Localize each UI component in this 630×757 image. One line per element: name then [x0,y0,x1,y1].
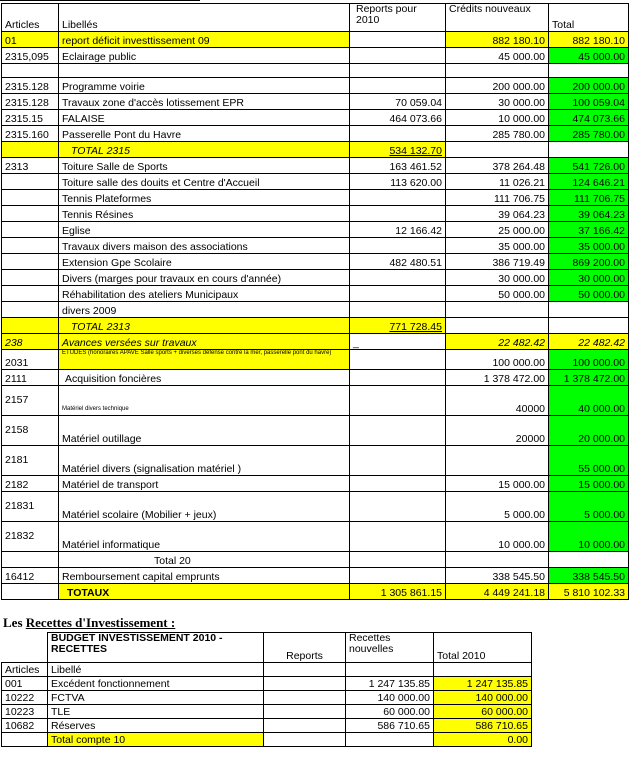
depenses-row [2,334,629,350]
cell-reports [350,206,446,222]
cell-libelle: Réserves [48,719,264,733]
cell-total: 124 646.21 [549,174,629,190]
cell-article: 2315,095 [2,48,59,64]
cell-libelle: FALAISE [59,110,350,126]
cell-credits: 22 482.42 [446,334,549,350]
cell-reports [350,78,446,94]
cell-article: 01 [2,32,59,48]
cell-total: 1 378 472.00 [549,370,629,386]
cell-article: 2315.128 [2,94,59,110]
cell-libelle: Travaux zone d'accès lotissement EPR [59,94,350,110]
cell-libelle: Passerelle Pont du Havre [59,126,350,142]
cell-article: 2157 [2,386,59,416]
recettes-header-row [2,633,532,663]
cell-libelle: Acquisition foncières [59,370,350,386]
cell-total: 869 200.00 [549,254,629,270]
depenses-row [2,206,629,222]
cell-reports [350,190,446,206]
recettes-subheader-row [2,663,532,677]
recettes-header-nouvelles: Recettes nouvelles [346,633,434,663]
cell-credits: 45 000.00 [446,48,549,64]
recettes-row [2,691,532,705]
cell-article [2,222,59,238]
cell-reports [350,552,446,568]
cell-libelle: Total 20 [59,552,350,568]
cell-credits: 386 719.49 [446,254,549,270]
cell-total: 140 000.00 [434,691,532,705]
depenses-table [1,3,629,600]
cell-article: 10682 [2,719,48,733]
cell-libelle: Réhabilitation des ateliers Municipaux [59,286,350,302]
header-total: Total [549,4,629,32]
cell-reports: 464 073.66 [350,110,446,126]
cell-libelle: divers 2009 [59,302,350,318]
cell-reports [350,238,446,254]
cell-total: 100 000.00 [549,350,629,370]
cell-reports [350,350,446,370]
cell-credits [446,446,549,476]
header-credits: Crédits nouveaux [446,4,549,32]
cell-reports [350,386,446,416]
cell-credits: 20000 [446,416,549,446]
depenses-row [2,370,629,386]
cell-credits: 4 449 241.18 [446,584,549,600]
depenses-row [2,522,629,552]
header-articles: Articles [2,4,59,32]
cell-total: 60 000.00 [434,705,532,719]
depenses-row [2,254,629,270]
cell-total: 45 000.00 [549,48,629,64]
cell-credits: 35 000.00 [446,238,549,254]
depenses-row [2,476,629,492]
cell-reports [350,270,446,286]
depenses-row [2,110,629,126]
cell-total: 100 059.04 [549,94,629,110]
header-libelles: Libellés [59,4,350,32]
recettes-title [3,615,175,631]
cell-libelle: Tennis Plateformes [59,190,350,206]
cell-reports [350,302,446,318]
cell-reports: 1 305 861.15 [350,584,446,600]
depenses-row [2,286,629,302]
recettes-header-libelle: Libellé [48,663,264,677]
recettes-title-text: Recettes d'Investissement : [25,615,176,630]
cell-reports [350,370,446,386]
depenses-row [2,48,629,64]
cell-libelle [59,64,350,78]
cell-libelle: Excédent fonctionnement [48,677,264,691]
depenses-row [2,302,629,318]
cell-credits: 30 000.00 [446,270,549,286]
cell-article: 2111 [2,370,59,386]
cell-libelle: Toiture Salle de Sports [59,158,350,174]
cell-libelle: Programme voirie [59,78,350,94]
recettes-total-value: 0.00 [434,733,532,747]
cell-credits: 100 000.00 [446,350,549,370]
cell-reports [264,677,346,691]
cell-credits: 5 000.00 [446,492,549,522]
cell-reports: 113 620.00 [350,174,446,190]
cell-reports: 482 480.51 [350,254,446,270]
cell-total: 15 000.00 [549,476,629,492]
cell-reports [350,476,446,492]
depenses-row [2,492,629,522]
cell-total [549,142,629,158]
cell-reports: _ [350,334,446,350]
cell-article: 2315.160 [2,126,59,142]
cell-total: 5 810 102.33 [549,584,629,600]
cell-reports [350,48,446,64]
cell-nouvelles: 586 710.65 [346,719,434,733]
cell-libelle: TLE [48,705,264,719]
cell-total: 882 180.10 [549,32,629,48]
cell-libelle: Remboursement capital emprunts [59,568,350,584]
cell-total [549,64,629,78]
depenses-header-row [2,4,629,32]
cell-article: 2158 [2,416,59,446]
cell-article [2,318,59,334]
cell-libelle: Matériel de transport [59,476,350,492]
cell-article: 2031 [2,350,59,370]
cell-total: 5 000.00 [549,492,629,522]
cell-total: 1 247 135.85 [434,677,532,691]
recettes-header-total: Total 2010 [434,633,532,663]
cell-total: 40 000.00 [549,386,629,416]
cell-libelle: FCTVA [48,691,264,705]
cell-article [2,254,59,270]
cell-total: 39 064.23 [549,206,629,222]
cell-reports [350,446,446,476]
cell-reports [350,286,446,302]
cell-article: 2182 [2,476,59,492]
cell-total [549,552,629,568]
cell-libelle: TOTAL 2313 [59,318,350,334]
depenses-row [2,270,629,286]
cell-credits: 25 000.00 [446,222,549,238]
cell-libelle: Matériel scolaire (Mobilier + jeux) [59,492,350,522]
cell-reports: 12 166.42 [350,222,446,238]
cell-total: 35 000.00 [549,238,629,254]
cell-total: 20 000.00 [549,416,629,446]
cell-credits: 50 000.00 [446,286,549,302]
depenses-row [2,552,629,568]
cell-article [2,190,59,206]
cell-reports [264,719,346,733]
cell-reports: 534 132.70 [350,142,446,158]
cell-libelle: TOTAUX [59,584,350,600]
cell-reports [350,416,446,446]
cell-libelle: Toiture salle des douits et Centre d'Accueil [59,174,350,190]
cell-total [549,302,629,318]
depenses-row [2,318,629,334]
cell-article: 2181 [2,446,59,476]
cell-reports: 163 461.52 [350,158,446,174]
cell-total: 55 000.00 [549,446,629,476]
depenses-row [2,126,629,142]
cell-article: 2315.15 [2,110,59,126]
cell-libelle: report déficit investtissement 09 [59,32,350,48]
cell-article [2,142,59,158]
recettes-total-label: Total compte 10 [48,733,264,747]
recettes-row [2,719,532,733]
cell-reports [264,691,346,705]
cell-libelle: Eclairage public [59,48,350,64]
recettes-table [1,632,532,747]
cell-credits [446,552,549,568]
cell-credits: 10 000.00 [446,110,549,126]
cell-article [2,238,59,254]
depenses-row [2,568,629,584]
cell-libelle: Tennis Résines [59,206,350,222]
cell-total: 200 000.00 [549,78,629,94]
cell-credits: 15 000.00 [446,476,549,492]
depenses-row [2,386,629,416]
cell-total: 22 482.42 [549,334,629,350]
depenses-row [2,584,629,600]
cell-total: 586 710.65 [434,719,532,733]
recettes-header-reports: Reports [264,633,346,663]
recettes-budget-title: BUDGET INVESTISSEMENT 2010 - RECETTES [48,633,264,663]
cell-article: 238 [2,334,59,350]
cell-credits [446,302,549,318]
cell-libelle: Divers (marges pour travaux en cours d'année) [59,270,350,286]
cell-article [2,206,59,222]
cell-article: 21832 [2,522,59,552]
cell-credits: 1 378 472.00 [446,370,549,386]
cell-article [2,64,59,78]
cell-credits [446,142,549,158]
cell-article [2,584,59,600]
cell-credits: 11 026.21 [446,174,549,190]
cell-nouvelles: 60 000.00 [346,705,434,719]
cell-credits: 882 180.10 [446,32,549,48]
cell-reports [350,568,446,584]
cell-article [2,270,59,286]
cell-total: 30 000.00 [549,270,629,286]
cell-reports: 70 059.04 [350,94,446,110]
cell-credits: 378 264.48 [446,158,549,174]
cell-total: 10 000.00 [549,522,629,552]
cell-libelle: Matériel outillage [59,416,350,446]
cell-credits: 30 000.00 [446,94,549,110]
cell-libelle: Matériel divers technique [59,386,350,416]
depenses-row [2,78,629,94]
cell-total [549,318,629,334]
cell-reports [350,492,446,522]
cell-article: 001 [2,677,48,691]
depenses-row [2,190,629,206]
cell-reports: 771 728.45 [350,318,446,334]
cell-credits [446,318,549,334]
depenses-row [2,64,629,78]
cell-libelle: Extension Gpe Scolaire [59,254,350,270]
cell-total: 338 545.50 [549,568,629,584]
cell-article: 16412 [2,568,59,584]
cell-libelle: TOTAL 2315 [59,142,350,158]
cell-credits: 10 000.00 [446,522,549,552]
cell-libelle: Travaux divers maison des associations [59,238,350,254]
cell-total: 37 166.42 [549,222,629,238]
cell-article [2,552,59,568]
cell-libelle: Matériel informatique [59,522,350,552]
top-rule [0,0,200,1]
cell-article: 2313 [2,158,59,174]
depenses-row [2,446,629,476]
depenses-row [2,32,629,48]
recettes-row [2,677,532,691]
cell-reports [350,522,446,552]
cell-credits: 338 545.50 [446,568,549,584]
cell-credits: 200 000.00 [446,78,549,94]
depenses-row [2,238,629,254]
depenses-row [2,158,629,174]
cell-reports [350,64,446,78]
cell-libelle: Matériel divers (signalisation matériel ) [59,446,350,476]
cell-libelle: Eglise [59,222,350,238]
cell-article [2,302,59,318]
cell-article: 10222 [2,691,48,705]
depenses-row [2,94,629,110]
cell-credits: 40000 [446,386,549,416]
cell-credits: 285 780.00 [446,126,549,142]
cell-total: 474 073.66 [549,110,629,126]
cell-total: 541 726.00 [549,158,629,174]
recettes-header-articles: Articles [2,663,48,677]
cell-credits: 39 064.23 [446,206,549,222]
cell-libelle: Avances versées sur travaux [59,334,350,350]
cell-article [2,286,59,302]
cell-nouvelles: 140 000.00 [346,691,434,705]
header-reports: Reports pour 2010 [350,4,446,32]
depenses-row [2,222,629,238]
cell-total: 285 780.00 [549,126,629,142]
cell-article: 21831 [2,492,59,522]
depenses-row [2,350,629,370]
cell-reports [350,126,446,142]
recettes-row [2,705,532,719]
cell-libelle: ETUDES (honoraires APAVE Salle sports + diverses défense contre la mer, passerelle pont du havre) [59,350,350,370]
cell-credits: 111 706.75 [446,190,549,206]
cell-total: 50 000.00 [549,286,629,302]
cell-reports [264,705,346,719]
depenses-row [2,174,629,190]
cell-reports [350,32,446,48]
cell-article: 10223 [2,705,48,719]
depenses-row [2,416,629,446]
cell-article: 2315.128 [2,78,59,94]
recettes-title-prefix: Les [3,615,26,630]
recettes-total-row [2,733,532,747]
cell-nouvelles: 1 247 135.85 [346,677,434,691]
cell-total: 111 706.75 [549,190,629,206]
cell-article [2,174,59,190]
depenses-row [2,142,629,158]
cell-credits [446,64,549,78]
